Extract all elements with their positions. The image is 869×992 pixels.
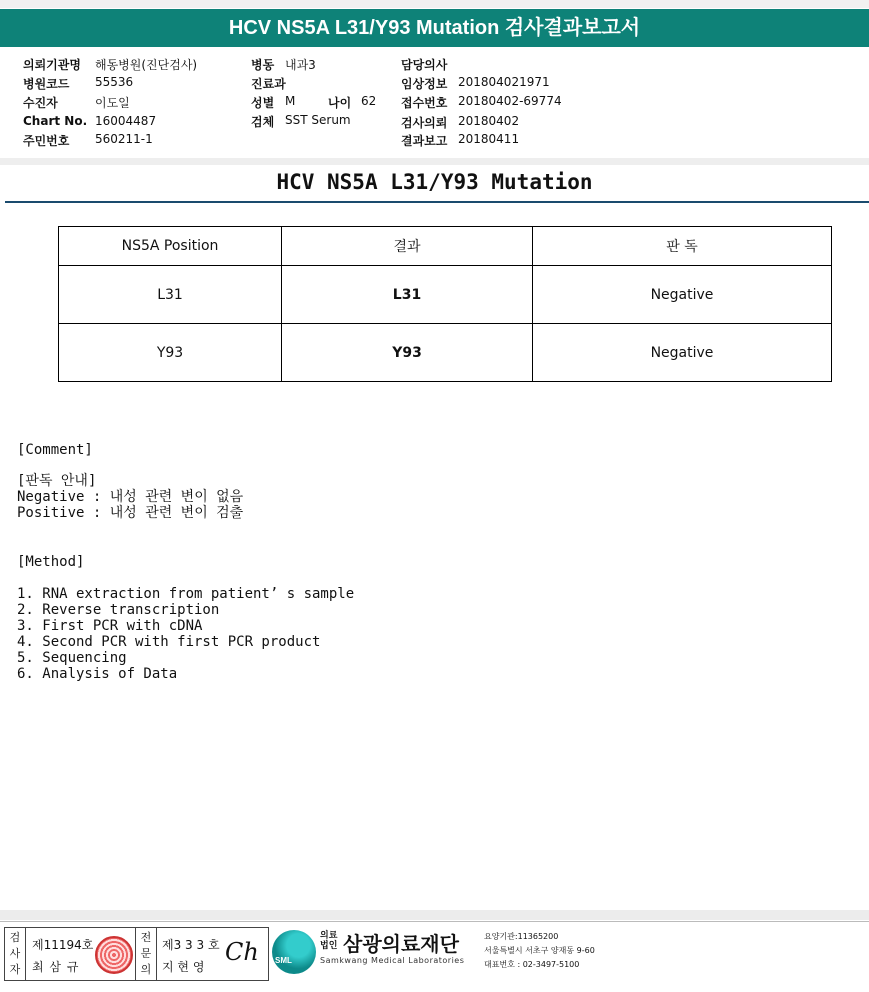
results-table xyxy=(58,226,832,382)
patient-info: 의뢰기관명 해동병원(진단검사) 병원코드 55536 수진자 이도일 Chart No. 16004487 주민번호 560211-1 병동 내과3 진료과 성별 M 나이 62 검체 SST Serum 담당의사 임상정보 201804021971 접수번호 20180402-69774 검사의뢰 20180402 결과보고 20180411 xyxy=(23,58,562,148)
signature: Ch xyxy=(225,938,259,966)
cell-position: Y93 xyxy=(59,324,282,382)
title-underline xyxy=(5,201,869,203)
tester-label: 검 사 자 xyxy=(5,928,26,980)
footer-strip xyxy=(0,910,869,920)
cell-result: L31 xyxy=(282,266,533,324)
org-english: Samkwang Medical Laboratories xyxy=(320,956,465,965)
tester-license: 제11194호 xyxy=(32,938,94,952)
method-step: 5. Sequencing xyxy=(17,650,127,666)
guide-heading: [판독 안내] xyxy=(17,473,97,489)
footer-line xyxy=(0,921,869,922)
method-heading: [Method] xyxy=(17,554,85,570)
method-step: 4. Second PCR with first PCR product xyxy=(17,634,321,650)
specialist-label: 전 문 의 xyxy=(135,928,157,980)
method-step: 2. Reverse transcription xyxy=(17,602,220,618)
org-phone: 대표번호 : 02-3497-5100 xyxy=(484,960,580,969)
method-step: 6. Analysis of Data xyxy=(17,666,178,682)
header-interpretation: 판 독 xyxy=(533,227,832,266)
method-step: 1. RNA extraction from patient’ s sample xyxy=(17,586,355,602)
specialist-name: 지 현 영 xyxy=(162,960,205,974)
cell-interpretation: Negative xyxy=(533,266,832,324)
guide-positive: Positive : 내성 관련 변이 검출 xyxy=(17,505,244,521)
cell-position: L31 xyxy=(59,266,282,324)
org-code: 요양기관:11365200 xyxy=(484,932,559,941)
org-name: 삼광의료재단 xyxy=(343,932,459,956)
header-result: 결과 xyxy=(282,227,533,266)
info-separator xyxy=(0,158,869,165)
table-header-row xyxy=(59,227,832,266)
top-strip xyxy=(0,0,869,8)
specialist-license: 제3 3 3 호 xyxy=(162,938,220,952)
cell-interpretation: Negative xyxy=(533,324,832,382)
table-row xyxy=(59,266,832,324)
method-step: 3. First PCR with cDNA xyxy=(17,618,203,634)
org-prefix: 의료 법인 xyxy=(320,931,338,951)
signature-box xyxy=(4,927,269,981)
header-position: NS5A Position xyxy=(59,227,282,266)
table-row xyxy=(59,324,832,382)
report-title: HCV NS5A L31/Y93 Mutation xyxy=(276,170,593,194)
guide-negative: Negative : 내성 관련 변이 없음 xyxy=(17,489,244,505)
cell-result: Y93 xyxy=(282,324,533,382)
org-address: 서울특별시 서초구 양재동 9-60 xyxy=(484,946,595,955)
sml-logo-icon: SML xyxy=(272,930,316,974)
report-header-title: HCV NS5A L31/Y93 Mutation 검사결과보고서 xyxy=(0,9,869,47)
comment-heading: [Comment] xyxy=(17,442,93,458)
seal-icon xyxy=(95,936,133,974)
tester-name: 최 삼 규 xyxy=(32,960,80,974)
